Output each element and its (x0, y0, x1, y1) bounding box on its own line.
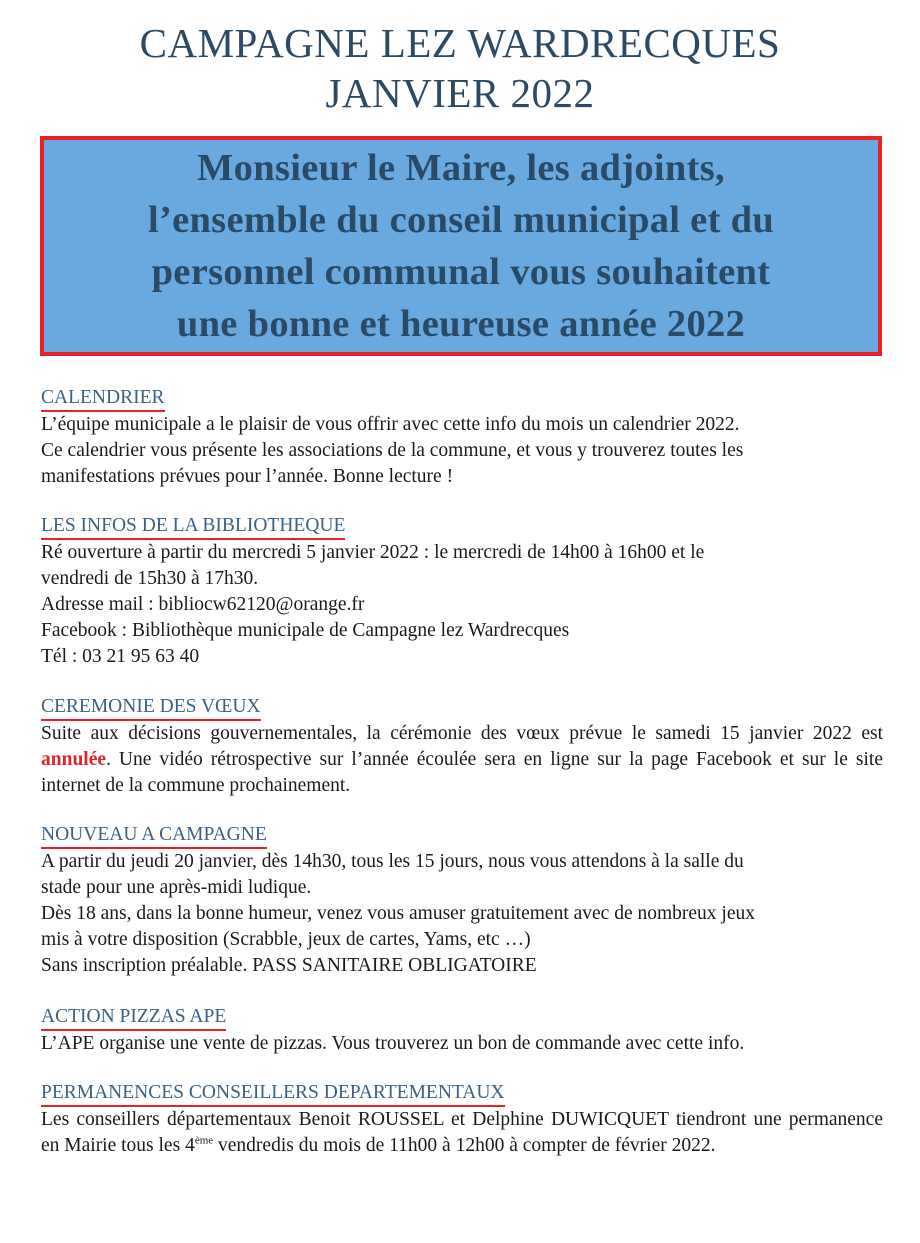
body-text-part: Les conseillers départementaux Benoit ROUSSEL et Delphine DUWICQUET tiendront une permanence en Mairie tous les 4 (41, 1109, 883, 1156)
section-body (41, 1031, 883, 1057)
body-line: manifestations prévues pour l’année. Bonne lecture ! (41, 466, 454, 487)
banner-line-3: personnel communal vous souhaitent (151, 251, 771, 293)
banner-line-2: l’ensemble du conseil municipal et du (147, 199, 775, 241)
banner-line-1: Monsieur le Maire, les adjoints, (197, 147, 725, 189)
body-line: Ré ouverture à partir du mercredi 5 janvier 2022 : le mercredi de 14h00 à 16h00 et le (41, 542, 705, 563)
phone-number: Tél : 03 21 95 63 40 (41, 646, 200, 667)
body-line: mis à votre disposition (Scrabble, jeux de cartes, Yams, etc …) (41, 929, 531, 950)
section-pizzas (41, 1005, 883, 1057)
section-body (41, 412, 883, 490)
body-line: stade pour une après-midi ludique. (41, 877, 312, 898)
body-text-part: . Une vidéo rétrospective sur l’année écoulée sera en ligne sur la page Facebook et sur le site internet de la commune prochainement. (41, 749, 883, 796)
cancelled-highlight: annulée (41, 749, 107, 770)
body-line: L’équipe municipale a le plaisir de vous offrir avec cette info du mois un calendrier 2022. (41, 414, 740, 435)
section-heading: ACTION PIZZAS APE (41, 1005, 226, 1031)
facebook-info: Facebook : Bibliothèque municipale de Campagne lez Wardrecques (41, 620, 570, 641)
ordinal-superscript: ème (194, 1134, 214, 1147)
page-title (0, 18, 920, 118)
section-heading: CEREMONIE DES VŒUX (41, 695, 261, 721)
section-bibliotheque (41, 514, 883, 670)
title-line-2: JANVIER 2022 (325, 70, 595, 116)
section-heading: LES INFOS DE LA BIBLIOTHEQUE (41, 514, 345, 540)
greetings-banner (40, 136, 882, 356)
body-line: vendredi de 15h30 à 17h30. (41, 568, 259, 589)
section-heading: CALENDRIER (41, 386, 165, 412)
body-text-part: vendredis du mois de 11h00 à 12h00 à compter de février 2022. (213, 1135, 716, 1156)
body-line: A partir du jeudi 20 janvier, dès 14h30, tous les 15 jours, nous vous attendons à la salle du (41, 851, 744, 872)
banner-line-4: une bonne et heureuse année 2022 (176, 303, 746, 345)
section-calendrier (41, 386, 883, 490)
section-heading: PERMANENCES CONSEILLERS DEPARTEMENTAUX (41, 1081, 505, 1107)
section-nouveau (41, 823, 883, 979)
greetings-text (61, 142, 861, 350)
section-body (41, 721, 883, 799)
section-permanences (41, 1081, 883, 1159)
section-body (41, 1107, 883, 1159)
email-address: Adresse mail : bibliocw62120@orange.fr (41, 594, 365, 615)
section-heading: NOUVEAU A CAMPAGNE (41, 823, 267, 849)
title-line-1: CAMPAGNE LEZ WARDRECQUES (139, 20, 781, 66)
section-body (41, 849, 883, 979)
body-line: Ce calendrier vous présente les associations de la commune, et vous y trouverez toutes les (41, 440, 744, 461)
section-voeux (41, 695, 883, 799)
body-line: Dès 18 ans, dans la bonne humeur, venez vous amuser gratuitement avec de nombreux jeux (41, 903, 755, 924)
body-text-part: Suite aux décisions gouvernementales, la cérémonie des vœux prévue le samedi 15 janvier 2022 est (41, 723, 883, 744)
section-body (41, 540, 883, 670)
body-line: Sans inscription préalable. PASS SANITAIRE OBLIGATOIRE (41, 955, 537, 976)
body-line: L’APE organise une vente de pizzas. Vous trouverez un bon de commande avec cette info. (41, 1033, 745, 1054)
